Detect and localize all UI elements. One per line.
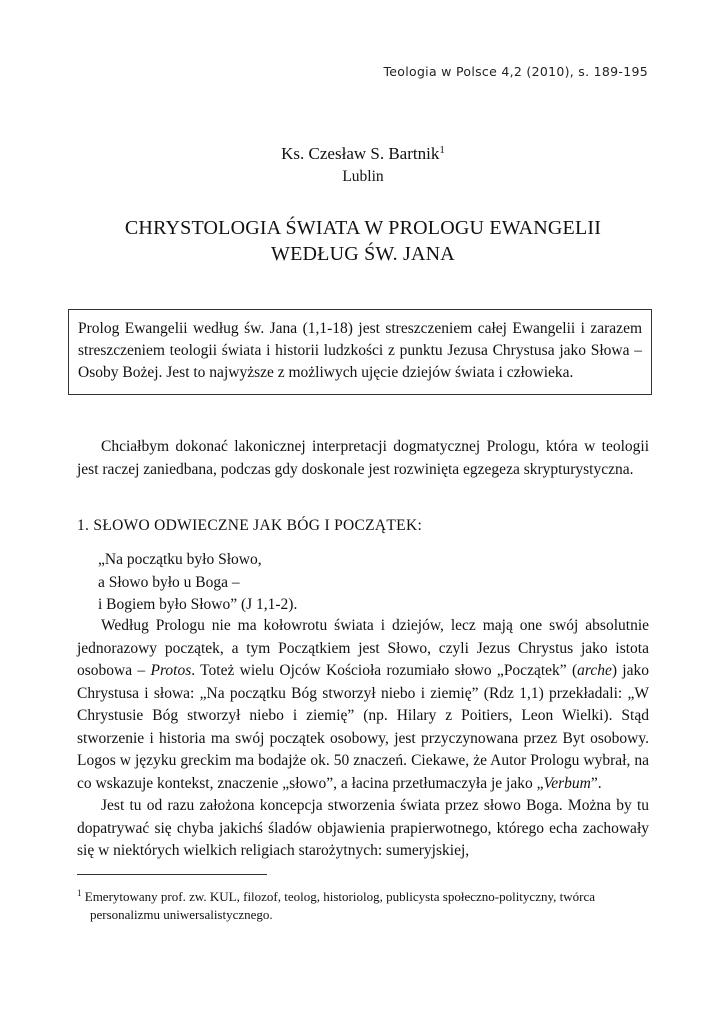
section-heading: 1. SŁOWO ODWIECZNE JAK BÓG I POCZĄTEK:: [77, 517, 423, 534]
author-name: [0, 144, 726, 164]
footnote-line-2: personalizmu uniwersalistycznego.: [90, 907, 273, 922]
p1-part1: Według Prologu nie ma kołowrotu świata i dziejów, lecz mają one swój absolutnie jednorazowy początek, a tym Początkiem jest Słowo, czyli Jezus Chrystus jako istota osobowa –: [77, 617, 649, 679]
author-name-text: Ks. Czesław S. Bartnik: [281, 144, 440, 163]
abstract-box: [68, 309, 652, 395]
author-affiliation: Lublin: [342, 168, 384, 185]
article-title: [0, 215, 726, 267]
footnote-line-1: [77, 884, 649, 906]
p1-part2: . Toteż wielu Ojców Kościoła rozumiało słowo „Początek” (: [191, 662, 578, 679]
footnote-mark: 1: [77, 888, 82, 898]
p1-italic-verbum: Verbum: [543, 774, 591, 792]
quote-line-1: „Na początku było Słowo,: [98, 551, 262, 568]
title-line-1: CHRYSTOLOGIA ŚWIATA W PROLOGU EWANGELII: [124, 217, 602, 239]
quote-line-2: a Słowo było u Boga –: [98, 573, 240, 591]
paragraph-2: Jest tu od razu założona koncepcja stworzenia świata przez słowo Boga. Można by tu dopatrywać się chyba jakichś śladów objawienia prapierwotnego, którego echa zachowały się w niektórych wielkich religiach starożytnych: sumeryjskiej,: [77, 797, 649, 859]
p1-part3: ) jako Chrystusa i słowa: „Na początku Bóg stworzył niebo i ziemię” (Rdz 1,1) przekładali: „W Chrystusie Bóg stworzył niebo i ziemię” (np. Hilary z Poitiers, Leon Wielki). Stąd stworzenie i historia ma swój początek osobowy, jest przyczynowana przez Byt osobowy. Logos w języku greckim ma bodajże ok. 50 znaczeń. Ciekawe, że Autor Prologu wybrał, na co wskazuje kontekst, znaczenie „słowo”, a łacina przetłumaczyła je jako „: [77, 662, 649, 792]
abstract-text: Prolog Ewangelii według św. Jana (1,1-18) jest streszczeniem całej Ewangelii i zarazem streszczeniem teologii świata i historii ludzkości z punktu Jezusa Chrystusa jako Słowa – Osoby Bożej. Jest to najwyższe z możliwych ujęcie dziejów świata i człowieka.: [78, 320, 642, 381]
main-text: [77, 615, 649, 863]
p1-italic-protos: Protos: [150, 662, 192, 679]
p1-part4: ”.: [590, 774, 602, 792]
footnote-divider: [77, 874, 267, 875]
p1-italic-arche: arche: [577, 662, 612, 679]
journal-citation: Teologia w Polsce 4,2 (2010), s. 189-195: [383, 64, 648, 79]
author-footnote-mark[interactable]: 1: [439, 144, 445, 156]
scripture-quote: [98, 549, 297, 617]
quote-line-3: i Bogiem było Słowo” (J 1,1-2).: [98, 596, 298, 613]
footnote-text-1: Emerytowany prof. zw. KUL, filozof, teolog, historiolog, publicysta społeczno-polityczny, twórca: [84, 889, 595, 904]
paragraph-1: [77, 615, 649, 795]
title-line-2: WEDŁUG ŚW. JANA: [271, 243, 455, 265]
intro-text: Chciałbym dokonać lakonicznej interpretacji dogmatycznej Prologu, która w teologii jest raczej zaniedbana, podczas gdy doskonale jest rozwinięta egzegeza skrypturystyczna.: [77, 438, 649, 478]
footnote: [77, 884, 649, 924]
intro-paragraph: [77, 436, 649, 481]
